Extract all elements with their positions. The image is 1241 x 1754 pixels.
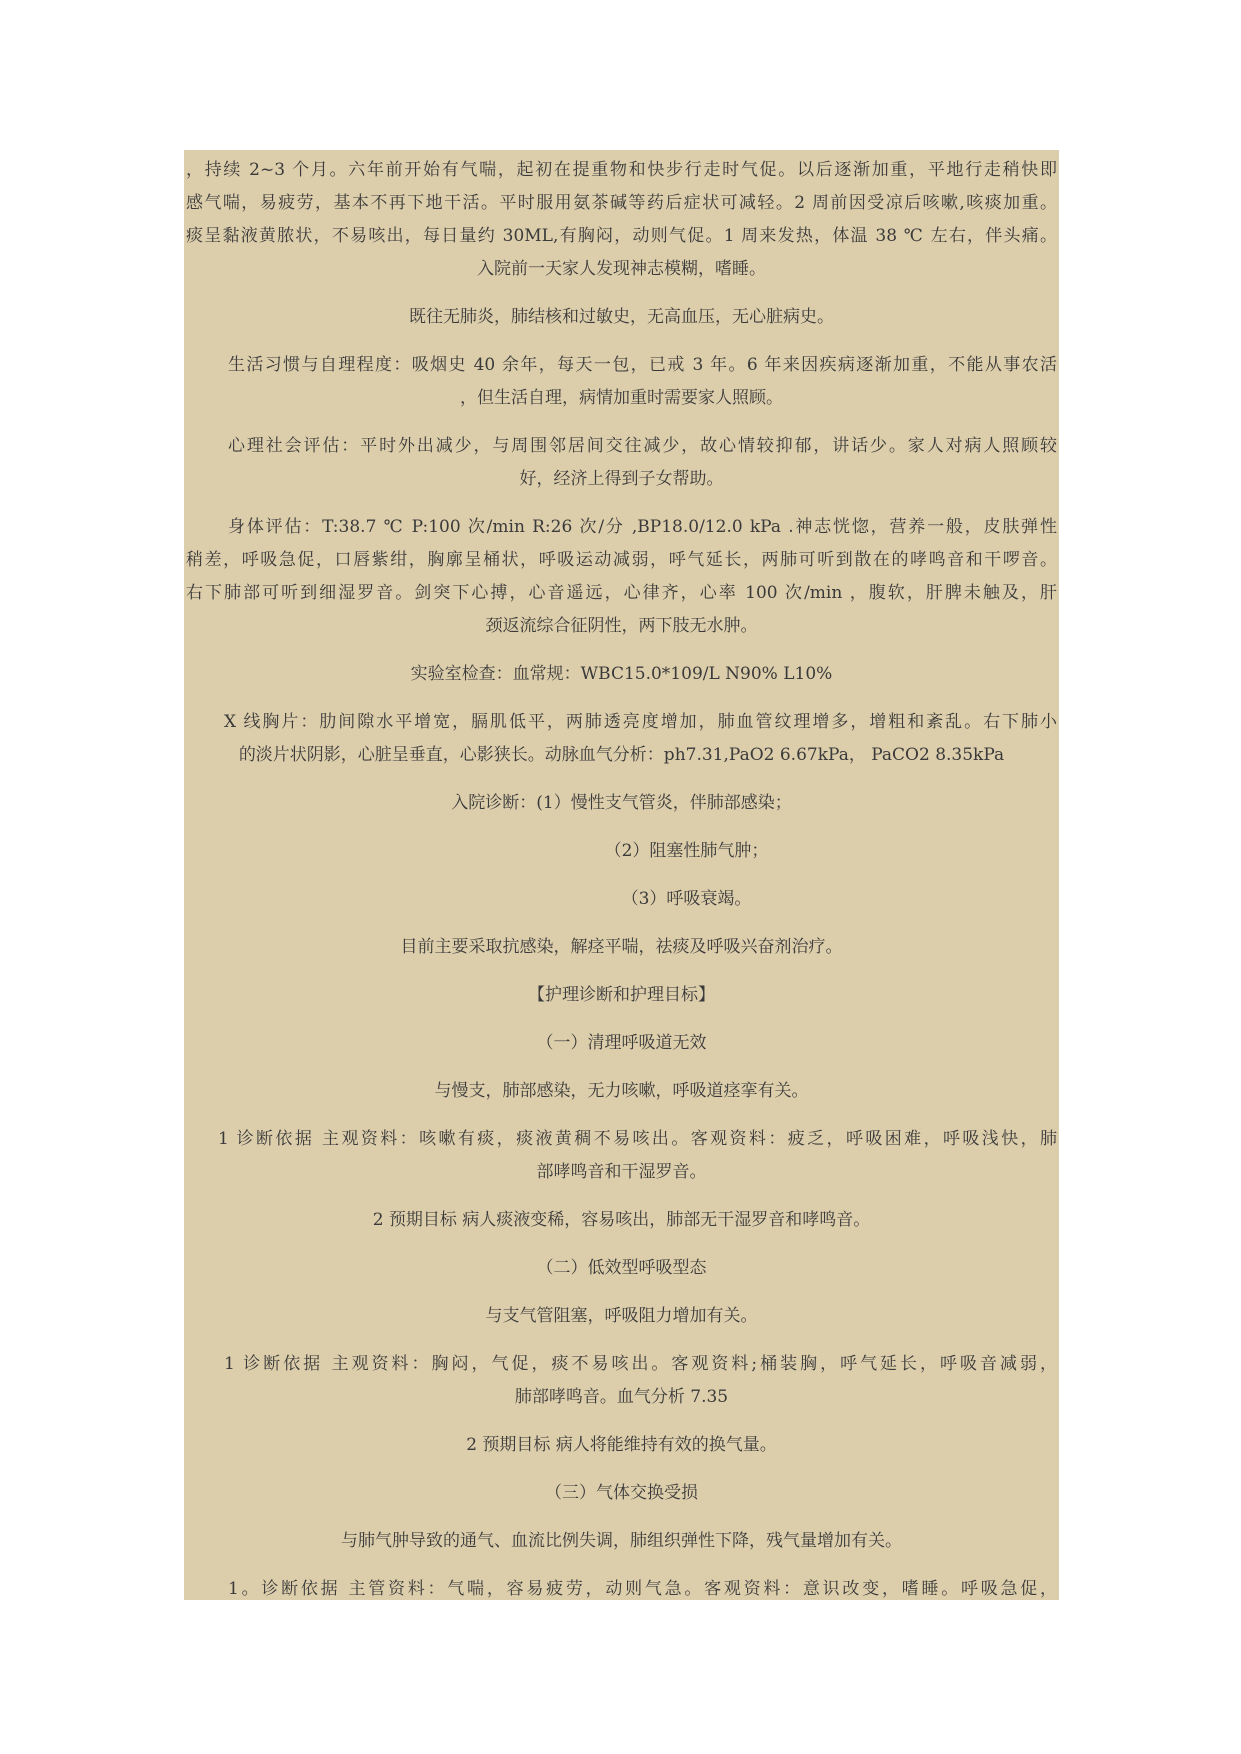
subsection-heading-2 <box>184 1252 1059 1285</box>
paragraph-basis-3 <box>184 1573 1059 1600</box>
text-line: 入院诊断：(1）慢性支气管炎，伴肺部感染； <box>451 793 792 813</box>
paragraph-xray <box>184 706 1059 772</box>
paragraph-goal-1 <box>184 1204 1059 1237</box>
text-line: ，持续 2~3 个月。六年前开始有气喘，起初在提重物和快步行走时气促。以后逐渐加重，平地行走稍快即 <box>186 160 1057 180</box>
text-line: 右下肺部可听到细湿罗音。剑突下心搏，心音遥远，心律齐，心率 100 次/min ，腹软，肝脾未触及，肝 <box>186 583 1058 603</box>
text-line: 身体评估：T:38.7 ℃ P:100 次/min R:26 次/分 ,BP18.0/12.0 kPa .神志恍惚，营养一般，皮肤弹性 <box>228 517 1057 537</box>
subsection-heading-1 <box>184 1027 1059 1060</box>
text-line: 既往无肺炎，肺结核和过敏史，无高血压，无心脏病史。 <box>409 307 834 327</box>
paragraph-psychosocial <box>184 430 1059 496</box>
text-line: 颈返流综合征阴性，两下肢无水肿。 <box>485 616 758 636</box>
text-line: 2 预期目标 病人痰液变稀，容易咳出，肺部无干湿罗音和哮鸣音。 <box>372 1210 871 1230</box>
text-line: 实验室检查：血常规：WBC15.0*109/L N90% L10% <box>410 664 833 684</box>
paragraph-related-factor-1 <box>184 1075 1059 1108</box>
paragraph-related-factor-2 <box>184 1300 1059 1333</box>
text-line: 与慢支，肺部感染，无力咳嗽，呼吸道痉挛有关。 <box>434 1081 809 1101</box>
text-line: 生活习惯与自理程度：吸烟史 40 余年，每天一包，已戒 3 年。6 年来因疾病逐渐加重，不能从事农活 <box>228 355 1057 375</box>
text-line: 目前主要采取抗感染，解痉平喘，祛痰及呼吸兴奋剂治疗。 <box>400 937 843 957</box>
text-line: 1 诊断依据 主观资料：胸闷，气促，痰不易咳出。客观资料;桶装胸，呼气延长，呼吸音减弱， <box>224 1354 1057 1374</box>
paragraph-related-factor-3 <box>184 1525 1059 1558</box>
text-line: 痰呈黏液黄脓状，不易咳出，每日量约 30ML,有胸闷，动则气促。1 周来发热，体温 38 ℃ 左右，伴头痛。 <box>186 226 1057 246</box>
text-line: （一）清理呼吸道无效 <box>536 1033 707 1053</box>
text-line: X 线胸片：肋间隙水平增宽，膈肌低平，两肺透亮度增加，肺血管纹理增多，增粗和紊乱。右下肺小 <box>224 712 1057 732</box>
text-line: 心理社会评估：平时外出减少，与周围邻居间交往减少，故心情较抑郁，讲话少。家人对病人照顾较 <box>228 436 1057 456</box>
text-line: 部哮鸣音和干湿罗音。 <box>536 1162 707 1182</box>
text-line: 与肺气肿导致的通气、血流比例失调，肺组织弹性下降，残气量增加有关。 <box>341 1531 902 1551</box>
text-line: 与支气管阻塞，呼吸阻力增加有关。 <box>485 1306 758 1326</box>
text-line: 的淡片状阴影，心脏呈垂直，心影狭长。动脉血气分析：ph7.31,PaO2 6.67kPa， PaCO2 8.35kPa <box>238 745 1005 765</box>
paragraph-basis-1 <box>184 1123 1059 1189</box>
text-line: 稍差，呼吸急促，口唇紫绀，胸廓呈桶状，呼吸运动减弱，呼气延长，两肺可听到散在的哮鸣音和干啰音。 <box>186 550 1057 570</box>
paragraph-diagnosis-2 <box>184 835 1059 868</box>
paragraph-treatment <box>184 931 1059 964</box>
document-panel <box>184 150 1059 1600</box>
section-heading <box>184 979 1059 1012</box>
text-line: 肺部哮鸣音。血气分析 7.35 <box>514 1387 729 1407</box>
text-line: （二）低效型呼吸型态 <box>536 1258 707 1278</box>
paragraph-physical-exam <box>184 511 1059 643</box>
text-line: （三）气体交换受损 <box>545 1483 698 1503</box>
text-line: 2 预期目标 病人将能维持有效的换气量。 <box>466 1435 777 1455</box>
paragraph-history <box>184 154 1059 286</box>
paragraph-lab-tests <box>184 658 1059 691</box>
text-line: 好，经济上得到子女帮助。 <box>519 469 724 489</box>
paragraph-diagnosis-1 <box>184 787 1059 820</box>
subsection-heading-3 <box>184 1477 1059 1510</box>
text-line: 【护理诊断和护理目标】 <box>528 985 715 1005</box>
paragraph-basis-2 <box>184 1348 1059 1414</box>
text-line: （3）呼吸衰竭。 <box>621 889 752 909</box>
text-line: 感气喘，易疲劳，基本不再下地干活。平时服用氨茶碱等药后症状可减轻。2 周前因受凉后咳嗽,咳痰加重。 <box>186 193 1057 213</box>
paragraph-diagnosis-3 <box>184 883 1059 916</box>
text-line: 1 诊断依据 主观资料：咳嗽有痰，痰液黄稠不易咳出。客观资料：疲乏，呼吸困难，呼吸浅快，肺 <box>218 1129 1057 1149</box>
paragraph-past-history <box>184 301 1059 334</box>
text-line: ，但生活自理，病情加重时需要家人照顾。 <box>460 388 783 408</box>
text-line: （2）阻塞性肺气肿； <box>604 841 769 861</box>
paragraph-goal-2 <box>184 1429 1059 1462</box>
paragraph-lifestyle <box>184 349 1059 415</box>
text-line: 入院前一天家人发现神志模糊，嗜睡。 <box>477 259 766 279</box>
text-line: 1。诊断依据 主管资料：气喘，容易疲劳，动则气急。客观资料：意识改变，嗜睡。呼吸急促， <box>228 1579 1057 1599</box>
